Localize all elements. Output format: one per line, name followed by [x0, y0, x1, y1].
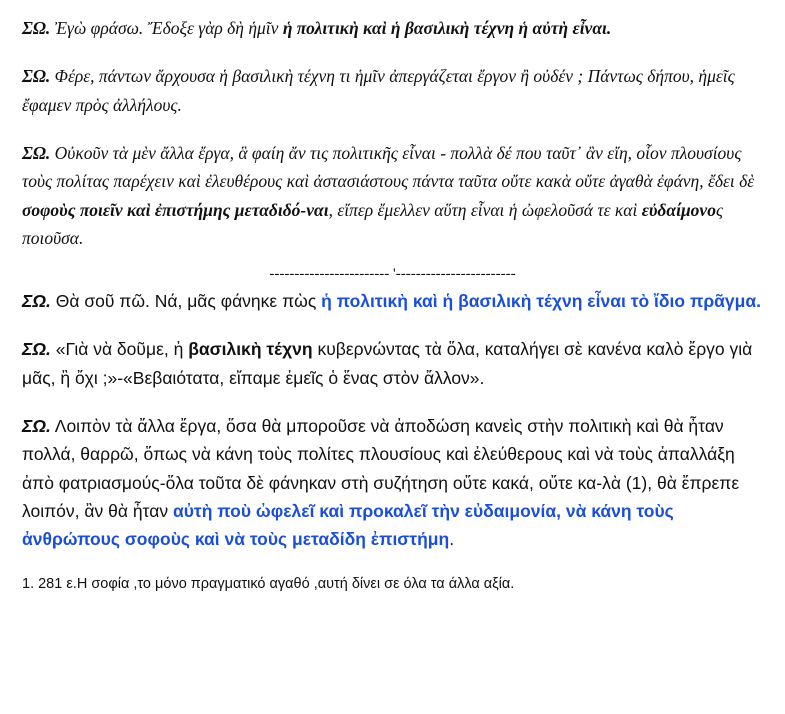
paragraph-text-emphasis: βασιλικὴ τέχνη: [188, 339, 313, 360]
paragraph-text-emphasis: σοφοὺς ποιεῖν καὶ ἐπιστήμης μεταδιδό-ναι: [22, 199, 329, 220]
paragraph-translation-2: [22, 335, 763, 392]
paragraph-text-plain: Ἐγὼ φράσω. Ἔδοξε γὰρ δὴ ἡμῖν: [50, 18, 283, 38]
paragraph-text-highlight: αὐτὴ ποὺ ὠφελεῖ καὶ προκαλεῖ τὴν εὐδαιμονία, νὰ κάνη τοὺς ἀνθρώπους σοφοὺς καὶ νὰ τοὺς μεταδίδη ἐπιστήμη: [22, 500, 674, 550]
paragraph-translation-3: [22, 412, 763, 554]
paragraph-text-plain: κυβερνώντας τὰ ὅλα, καταλήγει σὲ κανένα καλὸ ἔργο γιὰ μᾶς, ἢ ὄχι ;»-«Βεβαιότατα, εἴπαμε ἐμεῖς ὁ ἕνας στὸν ἄλλον».: [22, 339, 753, 388]
paragraph-text-emphasis: εὐδαίμονο: [641, 199, 716, 220]
speaker-label: ΣΩ.: [22, 66, 51, 87]
section-divider: ------------------------ '------------------------: [269, 266, 516, 283]
paragraph-translation-1: [22, 287, 763, 315]
paragraph-text-plain: Οὐκοῦν τὰ μὲν ἄλλα ἔργα, ἃ φαίη ἄν τις πολιτικῆς εἶναι - πολλὰ δέ που ταῦτ᾿ ἂν εἴη, οἷον πλουσίους τοὺς πολίτας παρέχειν καὶ ἐλευθέρους καὶ ἀστασιάστους πάντα ταῦτα οὔτε κακὰ οὔτε ἀγαθὰ ἐφάνη, ἔδει δὲ: [22, 143, 755, 192]
paragraph-text-plain: Λοιπὸν τὰ ἄλλα ἔργα, ὅσα θὰ μποροῦσε νὰ ἀποδώση κανεὶς στὴν πολιτικὴ καὶ θὰ ἦταν πολλά, θαρρῶ, ὅπως νὰ κάνη τοὺς πολίτες πλουσίους καὶ ἐλεύθερους καὶ νὰ τοὺς ἀπαλλάξη ἀπὸ φατριασμούς-ὅλα τοῦτα δὲ φάνηκαν στὴ συζήτηση οὔτε κακά, οὔτε κα-λὰ (1), θὰ ἔπρεπε λοιπόν, ἂν θὰ ἦταν: [22, 415, 740, 521]
paragraph-text-plain: Φέρε, πάντων ἄρχουσα ἡ βασιλικὴ τέχνη τι ἡμῖν ἀπεργάζεται ἔργον ἢ οὐδέν ; Πάντως δήπου, ἡμεῖς ἔφαμεν πρὸς ἀλλήλους.: [22, 66, 735, 115]
paragraph-text-plain: «Γιὰ νὰ δοῦμε, ἡ: [50, 339, 189, 360]
paragraph-text-highlight: ἡ πολιτικὴ καὶ ἡ βασιλικὴ τέχνη εἶναι τὸ ἴδιο πρᾶγμα.: [321, 290, 761, 311]
paragraph-text-plain: ς ποιοῦσα.: [22, 199, 724, 249]
footnote: 1. 281 ε.Η σοφία ,το μόνο πραγματικό αγαθό ,αυτή δίνει σε όλα τα άλλα αξία.: [22, 575, 515, 592]
paragraph-greek-2: [22, 62, 763, 119]
paragraph-greek-3: [22, 139, 763, 252]
speaker-label: ΣΩ.: [22, 18, 51, 38]
speaker-label: ΣΩ.: [22, 290, 51, 311]
speaker-label: ΣΩ.: [22, 415, 51, 436]
paragraph-greek-1: [22, 14, 763, 42]
paragraph-text-emphasis: ἡ πολιτικὴ καὶ ἡ βασιλικὴ τέχνη ἡ αὐτὴ εἶναι.: [282, 18, 612, 38]
speaker-label: ΣΩ.: [22, 143, 51, 164]
speaker-label: ΣΩ.: [22, 339, 51, 360]
paragraph-text-plain: Θὰ σοῦ πῶ. Νά, μᾶς φάνηκε πὼς: [50, 290, 322, 311]
paragraph-text-plain: , εἴπερ ἔμελλεν αὕτη εἶναι ἡ ὠφελοῦσά τε καὶ: [328, 199, 642, 220]
paragraph-text-plain: .: [449, 529, 455, 550]
